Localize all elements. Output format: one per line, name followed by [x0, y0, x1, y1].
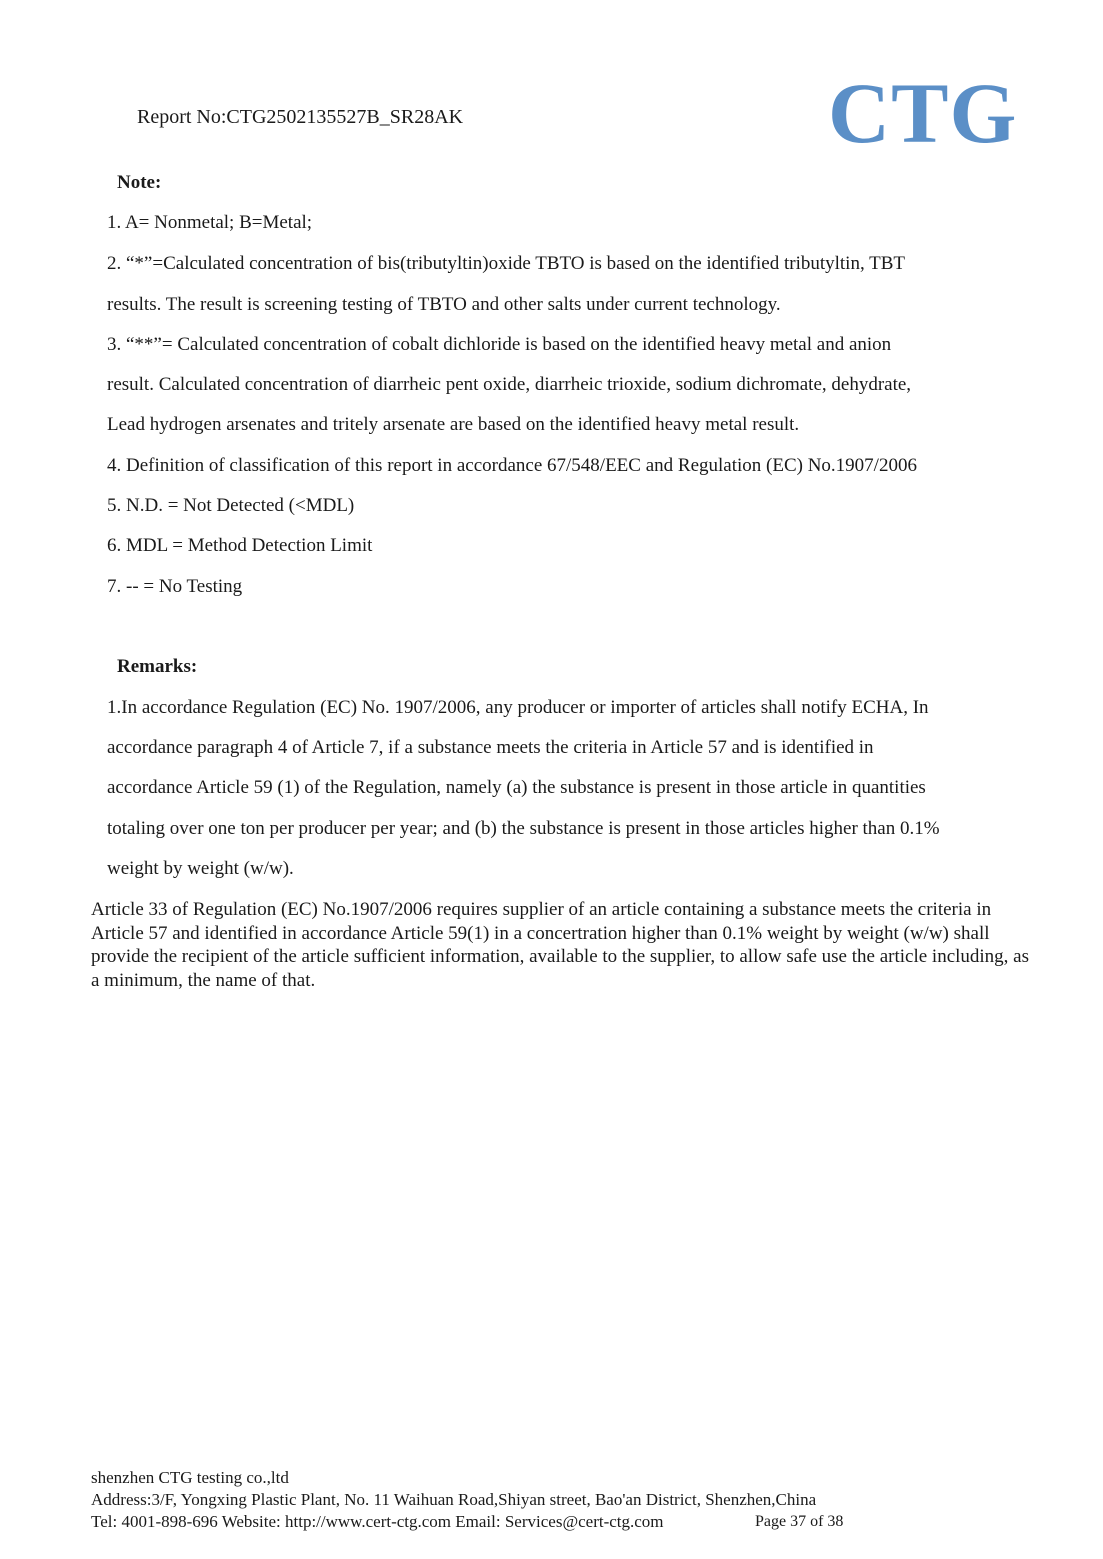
note-line: 5. N.D. = Not Detected (<MDL)	[107, 495, 355, 516]
ctg-logo: CTG	[828, 65, 1018, 161]
remarks-line: 1.In accordance Regulation (EC) No. 1907/2006, any producer or importer of articles shall notify ECHA, In	[107, 697, 929, 718]
note-line: results. The result is screening testing of TBTO and other salts under current technology.	[107, 294, 781, 315]
remarks-line: accordance Article 59 (1) of the Regulation, namely (a) the substance is present in those article in quantities	[107, 777, 926, 798]
note-line: 6. MDL = Method Detection Limit	[107, 535, 373, 556]
note-line: 1. A= Nonmetal; B=Metal;	[107, 212, 313, 233]
note-line: 2. “*”=Calculated concentration of bis(tributyltin)oxide TBTO is based on the identified tributyltin, TBT	[107, 253, 905, 274]
note-line: 3. “**”= Calculated concentration of cobalt dichloride is based on the identified heavy metal and anion	[107, 334, 892, 355]
remarks-heading: Remarks:	[117, 656, 198, 677]
footer-contact: Tel: 4001-898-696 Website: http://www.cert-ctg.com Email: Services@cert-ctg.com	[91, 1512, 664, 1531]
note-heading: Note:	[117, 172, 162, 193]
report-number: Report No:CTG2502135527B_SR28AK	[137, 106, 464, 128]
note-line: result. Calculated concentration of diarrheic pent oxide, diarrheic trioxide, sodium dichromate, dehydrate,	[107, 374, 912, 395]
remarks-line: totaling over one ton per producer per year; and (b) the substance is present in those articles higher than 0.1%	[107, 818, 940, 839]
footer-address: Address:3/F, Yongxing Plastic Plant, No. 11 Waihuan Road,Shiyan street, Bao'an District, Shenzhen,China	[91, 1490, 817, 1509]
note-line: 7. -- = No Testing	[107, 576, 243, 597]
footer-company: shenzhen CTG testing co.,ltd	[91, 1468, 289, 1487]
remarks-line: weight by weight (w/w).	[107, 858, 294, 879]
note-line: Lead hydrogen arsenates and tritely arsenate are based on the identified heavy metal result.	[107, 414, 800, 435]
remarks-line: accordance paragraph 4 of Article 7, if a substance meets the criteria in Article 57 and is identified in	[107, 737, 874, 758]
article-33-paragraph: Article 33 of Regulation (EC) No.1907/2006 requires supplier of an article containing a substance meets the criteria in Article 57 and identified in accordance Article 59(1) in a concertration higher than 0.1% weight by weight (w/w) shall provide the recipient of the article sufficient information, available to the supplier, to allow safe use the article including, as a minimum, the name of that.	[91, 899, 1030, 991]
page-number: Page 37 of 38	[755, 1513, 844, 1530]
note-line: 4. Definition of classification of this report in accordance 67/548/EEC and Regulation (EC) No.1907/2006	[107, 455, 917, 476]
